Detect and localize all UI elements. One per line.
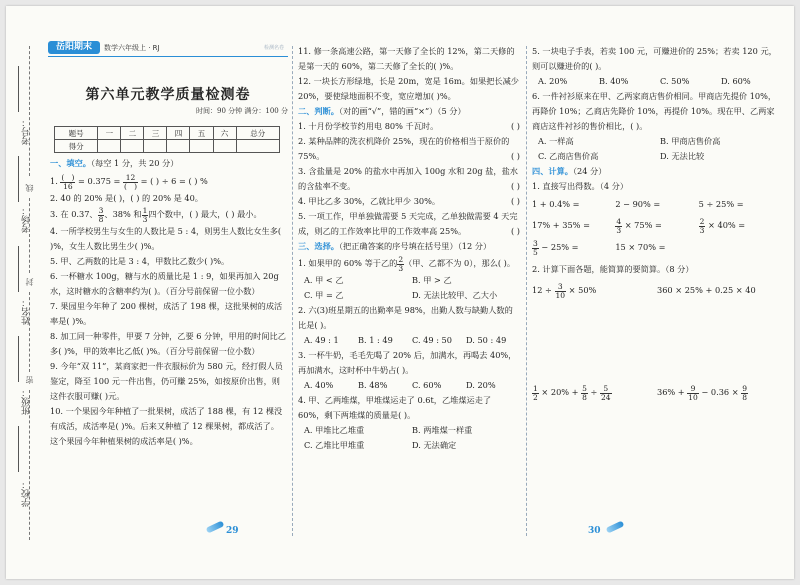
option[interactable]: C. 60% — [412, 379, 442, 390]
option[interactable]: D. 无法确定 — [412, 439, 457, 450]
denominator: 16 — [63, 181, 73, 191]
oral-calc-row — [532, 236, 782, 258]
calc-row — [532, 381, 782, 403]
choice-options — [298, 273, 520, 288]
denominator: 3 — [699, 225, 705, 235]
option[interactable]: B. 48% — [358, 379, 388, 390]
denominator: 8 — [742, 392, 747, 402]
calc-text: − 0.36 × — [701, 387, 739, 397]
judge-item — [298, 119, 520, 134]
choice-3: 3. 一杯牛奶，毛毛先喝了 20% 后，加满水，再喝去 40%，再加满水，这时杯中牛奶占( )。 — [298, 349, 517, 375]
question-10: 10. 一个果园今年种植了一批果树，成活了 188 棵，有 12 棵没有成活，成活率是( )%。后来又种植了 12 棵果树，都成活了。这个果园今年种植果树的成活率是( )%。 — [50, 405, 283, 446]
section-1-heading — [50, 156, 286, 171]
fraction — [615, 218, 622, 235]
calc-item: 360 × 25% + 0.25 × 40 — [657, 285, 756, 295]
choice-5: 5. 一块电子手表，若卖 100 元，可赚进价的 25%；若卖 120 元，则可以赚进价的( )。 — [532, 46, 777, 71]
numerator: 5 — [582, 383, 587, 393]
answer-paren[interactable]: ( ) — [511, 121, 520, 131]
judge-text: 3. 含盐量是 20% 的盐水中再加入 100g 水和 20g 盐，盐水的含盐率不变。 — [298, 166, 518, 191]
option[interactable]: B. 两堆煤一样重 — [412, 424, 473, 435]
oral-item: 2 − 90% = — [615, 199, 661, 209]
margin-label-exam-room: 考场： — [22, 206, 32, 233]
oral-calc-row — [532, 214, 782, 236]
calc-item — [532, 381, 657, 403]
column-right — [532, 44, 782, 403]
choice-options — [532, 149, 782, 164]
choice-6: 6. 一件衬衫原来在甲、乙两家商店售价相同。甲商店先提价 10%，再降价 10%；乙商店先降价 10%，再提价 10%。现在甲、乙两家商店这件衬衫的售价相比，( )。 — [532, 91, 777, 131]
judge-item — [298, 194, 520, 209]
numerator: 2 — [699, 216, 705, 226]
question-text: = ( ) ÷ 6 = ( ) % — [140, 176, 208, 186]
denominator: 3 — [398, 263, 404, 273]
section-heading: 四、计算。 — [532, 166, 573, 176]
score-header-cell: 总分 — [236, 127, 279, 140]
header-rule — [48, 56, 288, 57]
question-1 — [50, 171, 286, 191]
question-text: = 0.375 = — [78, 176, 121, 186]
choice-options — [298, 333, 520, 348]
question-9: 9. 今年“双 11”，某商家把一件衣服标价为 580 元，经打假人员鉴定，降至 100 元一件出售，仍可赚 25%，如按原价出售，则这件衣服可赚( )元。 — [50, 360, 283, 401]
judge-text: 1. 十月份学校节约用电 80% 千瓦时。 — [298, 121, 439, 131]
score-cell — [236, 140, 279, 153]
section-note: （把正确答案的序号填在括号里）（12 分） — [338, 241, 492, 251]
margin-blank-line — [18, 246, 19, 292]
calc-text: ÷ — [590, 387, 598, 397]
answer-paren[interactable]: ( ) — [511, 181, 520, 191]
seal-char-mi: 密 — [25, 376, 34, 384]
exam-meta: 时间：90 分钟 满分：100 分 — [196, 107, 288, 115]
option[interactable]: D. 无法比较 — [660, 151, 705, 161]
oral-text: × 75% = — [624, 220, 662, 230]
answer-paren[interactable]: ( ) — [511, 226, 520, 236]
fraction — [687, 385, 699, 402]
numerator: 1 — [142, 205, 148, 215]
oral-item-empty — [699, 236, 782, 258]
brand-logo: 岳阳期末 — [48, 41, 100, 54]
section-2-heading — [298, 104, 520, 119]
margin-label-class: 班级： — [22, 388, 32, 415]
question-5: 5. 甲、乙两数的比是 3 : 4，甲数比乙数少( )%。 — [50, 255, 230, 266]
numerator: 9 — [742, 383, 747, 393]
numerator: 9 — [687, 385, 699, 394]
oral-item — [699, 214, 782, 236]
oral-text: × 40% = — [708, 220, 746, 230]
calc-part-2: 2. 计算下面各题，能简算的要简算。（8 分） — [532, 264, 694, 274]
numerator: 3 — [98, 205, 104, 215]
question-11: 11. 修一条高速公路，第一天修了全长的 12%，第二天修的是第一天的 60%，第二天修了全长的( )%。 — [298, 46, 515, 71]
question-6: 6. 一杯糖水 100g，糖与水的质量比是 1 : 9，如果再加入 20g 水，这时糖水的含糖率约为( )。（百分号前保留一位小数） — [50, 270, 279, 296]
page-number-left: 29 — [226, 526, 239, 536]
calc-item — [657, 381, 782, 403]
pen-icon — [206, 520, 225, 533]
option[interactable]: A. 40% — [304, 379, 334, 390]
section-note: （每空 1 分，共 20 分） — [90, 158, 179, 168]
question-4: 4. 一所学校男生与女生的人数比是 5 : 4，则男生人数比女生多( )%，女生人数比男生少( )%。 — [50, 225, 282, 251]
section-heading: 二、判断。 — [298, 106, 339, 116]
denominator: 10 — [688, 392, 698, 402]
numerator: 1 — [533, 383, 538, 393]
denominator: 24 — [601, 392, 611, 402]
numerator: 3 — [533, 238, 538, 248]
score-cell — [98, 140, 121, 153]
judge-item — [298, 164, 520, 194]
fraction — [532, 385, 539, 402]
margin-blank-line — [18, 156, 19, 202]
option[interactable]: C. 乙商店售价高 — [538, 151, 599, 161]
seal-line — [29, 390, 30, 540]
answer-paren[interactable]: ( ) — [511, 151, 520, 161]
section-note: （24 分） — [572, 166, 607, 176]
option[interactable]: C. 50% — [660, 76, 690, 86]
question-text: 3. 在 0.37、 — [50, 209, 98, 219]
choice-1 — [298, 254, 520, 273]
margin-blank-line — [18, 426, 19, 472]
denominator: 8 — [98, 214, 104, 224]
question-number: 1. — [50, 176, 58, 186]
judge-item — [298, 209, 520, 239]
fraction — [581, 385, 588, 402]
column-divider — [292, 46, 293, 536]
numerator: 5 — [600, 385, 612, 394]
score-header-cell: 题号 — [55, 127, 98, 140]
calc-text: × 20% + — [541, 387, 579, 397]
option[interactable]: B. 甲 > 乙 — [412, 274, 452, 285]
question-text: 1. 如果甲的 60% 等于乙的 — [298, 258, 398, 268]
section-4-heading — [532, 164, 782, 179]
book-subtitle: 数学六年级上 · RJ — [104, 44, 160, 52]
score-header-cell: 一 — [98, 127, 121, 140]
option[interactable]: A. 49 : 1 — [304, 334, 339, 345]
score-cell — [190, 140, 213, 153]
option[interactable]: C. 49 : 50 — [412, 334, 452, 345]
pen-icon — [606, 520, 625, 533]
fraction — [532, 240, 539, 257]
calc-text: 12 ÷ — [532, 285, 552, 295]
judge-text: 5. 一项工作，甲单独做需要 5 天完成，乙单独做需要 4 天完成，则乙的工作效率比甲的工作效率高 25%。 — [298, 211, 518, 236]
fraction — [741, 385, 748, 402]
denominator: 3 — [616, 225, 622, 235]
denominator: 10 — [555, 290, 566, 300]
option[interactable]: B. 甲商店售价高 — [660, 136, 721, 146]
header-tag: 检测名卷 — [264, 45, 285, 51]
numerator: 4 — [616, 216, 622, 226]
option[interactable]: D. 无法比较甲、乙大小 — [412, 289, 498, 300]
oral-item: 1 + 0.4% = — [532, 199, 580, 209]
margin-blank-line — [18, 66, 19, 112]
oral-item: 5 ÷ 25% = — [698, 199, 744, 209]
score-header-cell: 五 — [190, 127, 213, 140]
question-7: 7. 果园里今年种了 200 棵树，成活了 198 棵，这批果树的成活率是( )%。 — [50, 300, 283, 326]
oral-item: 15 × 70% = — [615, 242, 666, 252]
calc-text: 36% + — [657, 387, 685, 397]
choice-options — [298, 438, 520, 453]
option[interactable]: B. 1 : 49 — [358, 334, 393, 345]
oral-calc-row — [532, 194, 782, 214]
choice-options — [532, 134, 782, 149]
score-header-cell: 六 — [213, 127, 236, 140]
judge-item — [298, 134, 520, 164]
option[interactable]: C. 乙堆比甲堆重 — [304, 439, 365, 450]
binding-margin — [6, 6, 46, 579]
fraction: $\frac{12}{( )}$ — [124, 172, 138, 191]
seal-char-feng: 封 — [25, 278, 34, 286]
fraction — [699, 218, 706, 235]
score-header-cell: 二 — [121, 127, 144, 140]
option[interactable]: A. 20% — [538, 76, 568, 86]
numerator: 12 — [123, 174, 138, 183]
question-8: 8. 加工同一种零件，甲要 7 分钟，乙要 6 分钟，甲用的时间比乙多( )%，甲的效率比乙低( )%。（百分号前保留一位小数） — [50, 330, 286, 356]
margin-label-exam-number: 考号： — [22, 118, 32, 145]
oral-item — [615, 214, 698, 236]
calc-row — [532, 279, 782, 301]
option[interactable]: A. 甲堆比乙堆重 — [304, 424, 365, 435]
denominator: 5 — [533, 247, 538, 257]
score-cell — [167, 140, 190, 153]
option[interactable]: A. 甲 < 乙 — [304, 274, 344, 285]
fraction: $\frac{( )}{16}$ — [61, 172, 75, 191]
column-left — [50, 156, 286, 449]
score-table-score-row — [55, 140, 280, 153]
oral-text: − 25% = — [541, 242, 579, 252]
fraction — [555, 283, 567, 300]
margin-blank-line — [18, 336, 19, 382]
score-table-header-row — [55, 127, 280, 140]
section-heading: 一、填空。 — [50, 158, 91, 168]
option[interactable]: D. 20% — [466, 379, 496, 390]
choice-options — [532, 74, 782, 89]
fraction — [600, 385, 612, 402]
seal-line — [29, 46, 30, 176]
choice-options — [298, 423, 520, 438]
question-text: 、38% 和 — [104, 209, 142, 219]
choice-2: 2. 六(3)班星期五的出勤率是 98%，出勤人数与缺勤人数的比是( )。 — [298, 304, 513, 330]
judge-text: 2. 某种品牌的洗衣机降价 25%，现在的价格相当于原价的 75%。 — [298, 136, 510, 161]
score-table — [54, 126, 280, 153]
score-cell — [144, 140, 167, 153]
calc-text: × 50% — [568, 285, 597, 295]
option[interactable]: D. 50 : 49 — [466, 334, 507, 345]
option[interactable]: A. 一样高 — [538, 136, 574, 146]
margin-label-name: 姓名： — [22, 298, 32, 325]
answer-paren[interactable]: ( ) — [511, 196, 520, 206]
question-2: 2. 40 的 20% 是( )，( ) 的 20% 是 40。 — [50, 193, 203, 203]
exam-title: 第六单元教学质量检测卷 — [85, 87, 251, 103]
section-heading: 三、选择。 — [298, 241, 339, 251]
section-note: （对的画“√”，错的画“×”）（5 分） — [338, 106, 466, 116]
oral-item — [532, 236, 615, 258]
oral-item: 17% + 35% = — [532, 220, 590, 230]
question-text: 四个数中，( ) 最大，( ) 最小。 — [148, 209, 262, 219]
seal-line — [29, 198, 30, 273]
section-3-heading — [298, 239, 520, 254]
calc-part-1: 1. 直接写出得数。（4 分） — [532, 181, 629, 191]
seal-line — [29, 292, 30, 372]
page-number-right: 30 — [588, 526, 601, 536]
column-divider — [526, 46, 527, 536]
option[interactable]: C. 甲 = 乙 — [304, 289, 344, 300]
score-row-label: 得分 — [55, 140, 98, 153]
numerator: 2 — [398, 254, 404, 264]
exam-sheet — [6, 6, 794, 579]
option[interactable]: D. 60% — [721, 76, 751, 86]
choice-4: 4. 甲、乙两堆煤，甲堆煤运走了 0.6t，乙堆煤运走了 60%，剩下两堆煤的质量是( )。 — [298, 394, 492, 420]
margin-label-school: 学校： — [22, 480, 32, 507]
numerator: 3 — [555, 283, 567, 292]
score-cell — [213, 140, 236, 153]
score-header-cell: 四 — [167, 127, 190, 140]
choice-options — [298, 288, 520, 303]
calc-item — [532, 279, 657, 301]
denominator: 8 — [582, 392, 587, 402]
option[interactable]: B. 40% — [599, 76, 629, 86]
score-header-cell: 三 — [144, 127, 167, 140]
question-text: （甲、乙都不为 0），那么( )。 — [404, 258, 516, 268]
question-12: 12. 一块长方形绿地，长是 20m，宽是 16m。如果把长减少 20%，要使绿地面积不变，宽应增加( )%。 — [298, 76, 519, 101]
seal-char-xian: 线 — [25, 184, 34, 192]
column-middle — [298, 44, 520, 453]
choice-options — [298, 378, 520, 393]
score-cell — [121, 140, 144, 153]
judge-text: 4. 甲比乙多 30%，乙就比甲少 30%。 — [298, 196, 441, 206]
denominator: 3 — [142, 214, 148, 224]
denominator: 2 — [533, 392, 538, 402]
question-3 — [50, 206, 286, 224]
